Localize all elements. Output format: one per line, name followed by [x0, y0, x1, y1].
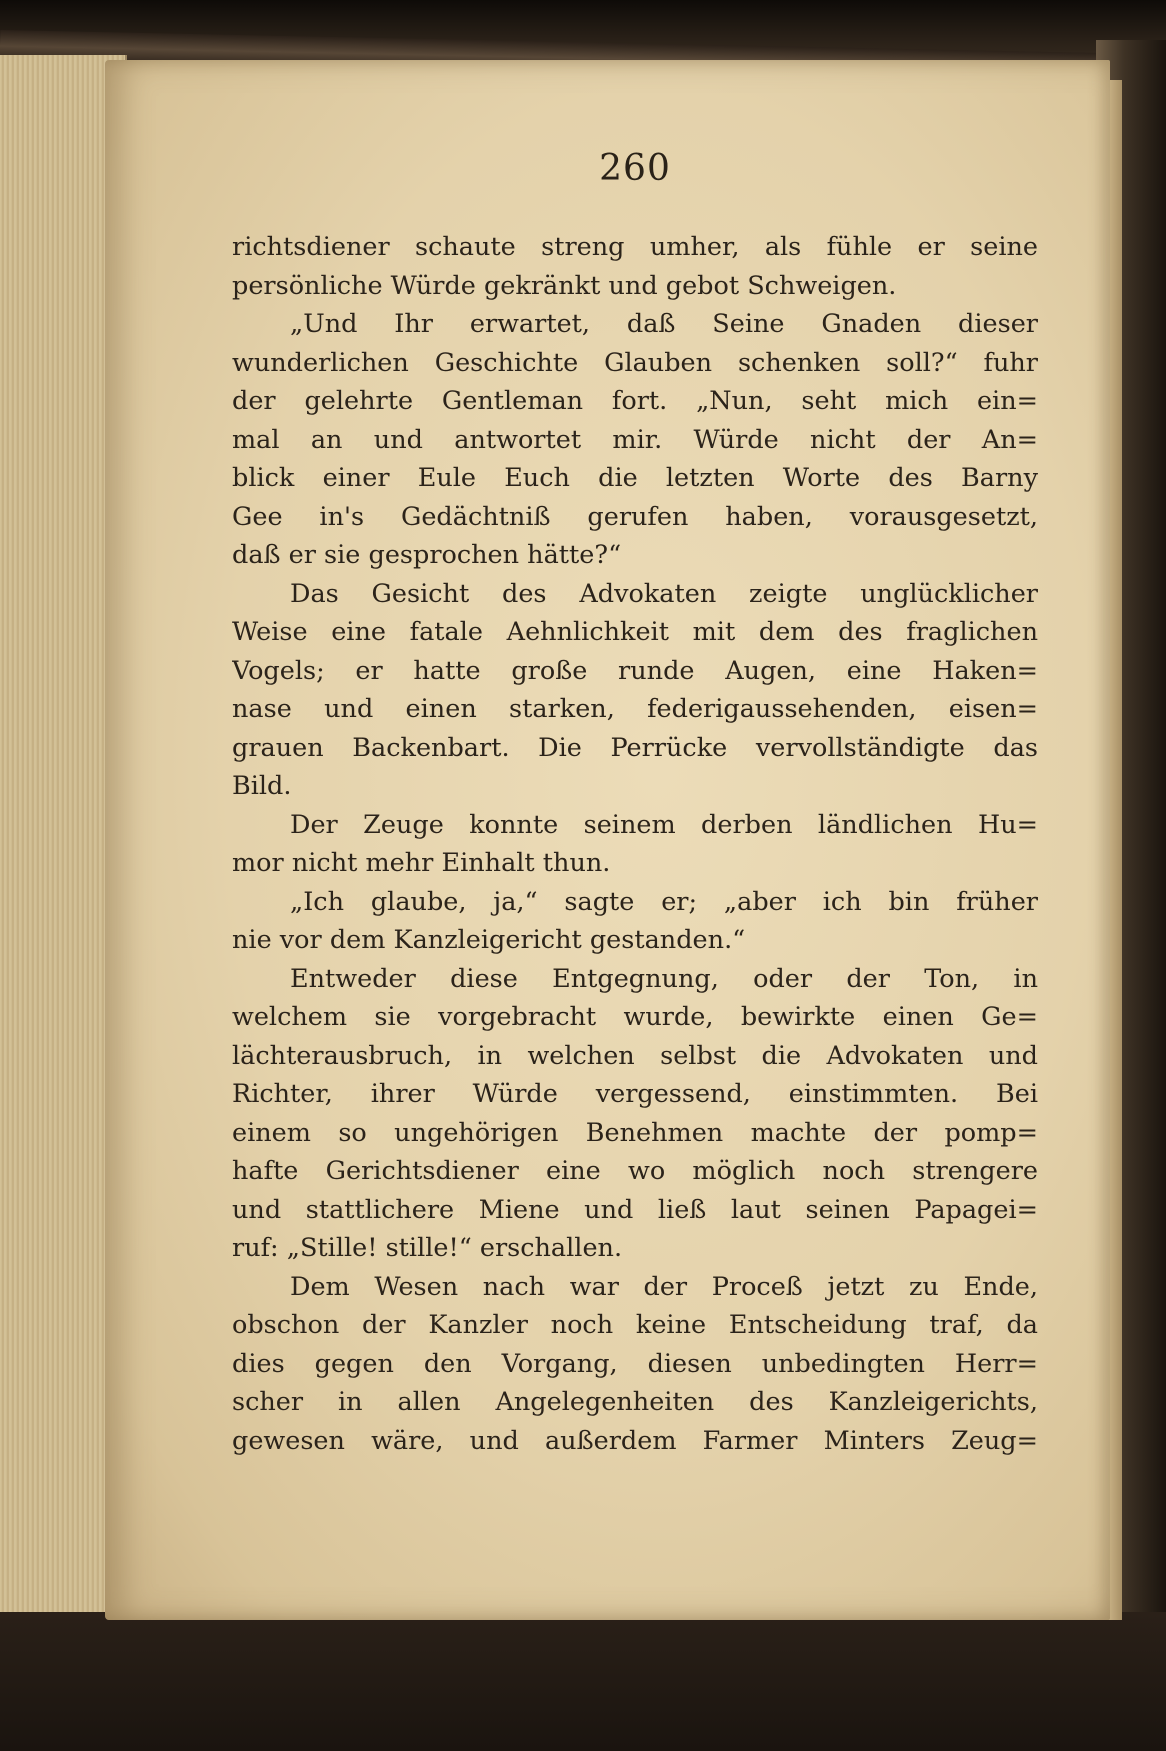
text-line: Entweder diese Entgegnung, oder der Ton, in — [290, 963, 1038, 994]
next-page-edge — [1108, 80, 1122, 1620]
text-line: mal an und antwortet mir. Würde nicht der An= — [232, 424, 1038, 455]
text-line: einem so ungehörigen Benehmen machte der pomp= — [232, 1117, 1038, 1148]
text-line: grauen Backenbart. Die Perrücke vervollständigte das — [232, 732, 1038, 763]
text-line: scher in allen Angelegenheiten des Kanzleigerichts, — [232, 1387, 1038, 1417]
text-line: Dem Wesen nach war der Proceß jetzt zu Ende, — [290, 1271, 1038, 1302]
text-line: Gee in's Gedächtniß gerufen haben, vorausgesetzt, — [232, 501, 1038, 532]
text-line: Richter, ihrer Würde vergessend, einstimmten. Bei — [232, 1079, 1038, 1109]
text-line: Vogels; er hatte große runde Augen, eine Haken= — [232, 655, 1038, 686]
text-line: mor nicht mehr Einhalt thun. — [232, 848, 611, 878]
text-line: richtsdiener schaute streng umher, als fühle er seine — [232, 232, 1038, 262]
text-line: Weise eine fatale Aehnlichkeit mit dem des fraglichen — [232, 617, 1038, 647]
text-line: wunderlichen Geschichte Glauben schenken soll?“ fuhr — [232, 347, 1038, 378]
text-line: lächterausbruch, in welchen selbst die Advokaten und — [232, 1040, 1038, 1071]
text-line: nie vor dem Kanzleigericht gestanden.“ — [232, 925, 746, 955]
text-line: „Ich glaube, ja,“ sagte er; „aber ich bin früher — [290, 886, 1038, 917]
text-line: „Und Ihr erwartet, daß Seine Gnaden dieser — [290, 309, 1038, 339]
text-line: blick einer Eule Euch die letzten Worte des Barny — [232, 463, 1038, 493]
page-text — [232, 228, 1038, 1460]
text-line: daß er sie gesprochen hätte?“ — [232, 540, 622, 570]
text-line: hafte Gerichtsdiener eine wo möglich noch strengere — [232, 1156, 1038, 1186]
text-line: und stattlichere Miene und ließ laut seinen Papagei= — [232, 1194, 1038, 1225]
text-line: gewesen wäre, und außerdem Farmer Minters Zeug= — [232, 1425, 1038, 1456]
text-line: ruf: „Stille! stille!“ erschallen. — [232, 1233, 623, 1263]
text-line: dies gegen den Vorgang, diesen unbedingten Herr= — [232, 1348, 1038, 1379]
text-line: der gelehrte Gentleman fort. „Nun, seht mich ein= — [232, 386, 1038, 416]
text-line: Der Zeuge konnte seinem derben ländlichen Hu= — [290, 809, 1038, 840]
text-line: welchem sie vorgebracht wurde, bewirkte einen Ge= — [232, 1002, 1038, 1032]
text-line: nase und einen starken, federigaussehenden, eisen= — [232, 694, 1038, 724]
text-line: Das Gesicht des Advokaten zeigte unglücklicher — [290, 578, 1038, 609]
text-line: obschon der Kanzler noch keine Entscheidung traf, da — [232, 1310, 1038, 1340]
page-number: 260 — [599, 148, 671, 189]
text-line: persönliche Würde gekränkt und gebot Schweigen. — [232, 270, 897, 301]
book-cover-bottom — [0, 1612, 1166, 1751]
text-line: Bild. — [232, 771, 292, 801]
